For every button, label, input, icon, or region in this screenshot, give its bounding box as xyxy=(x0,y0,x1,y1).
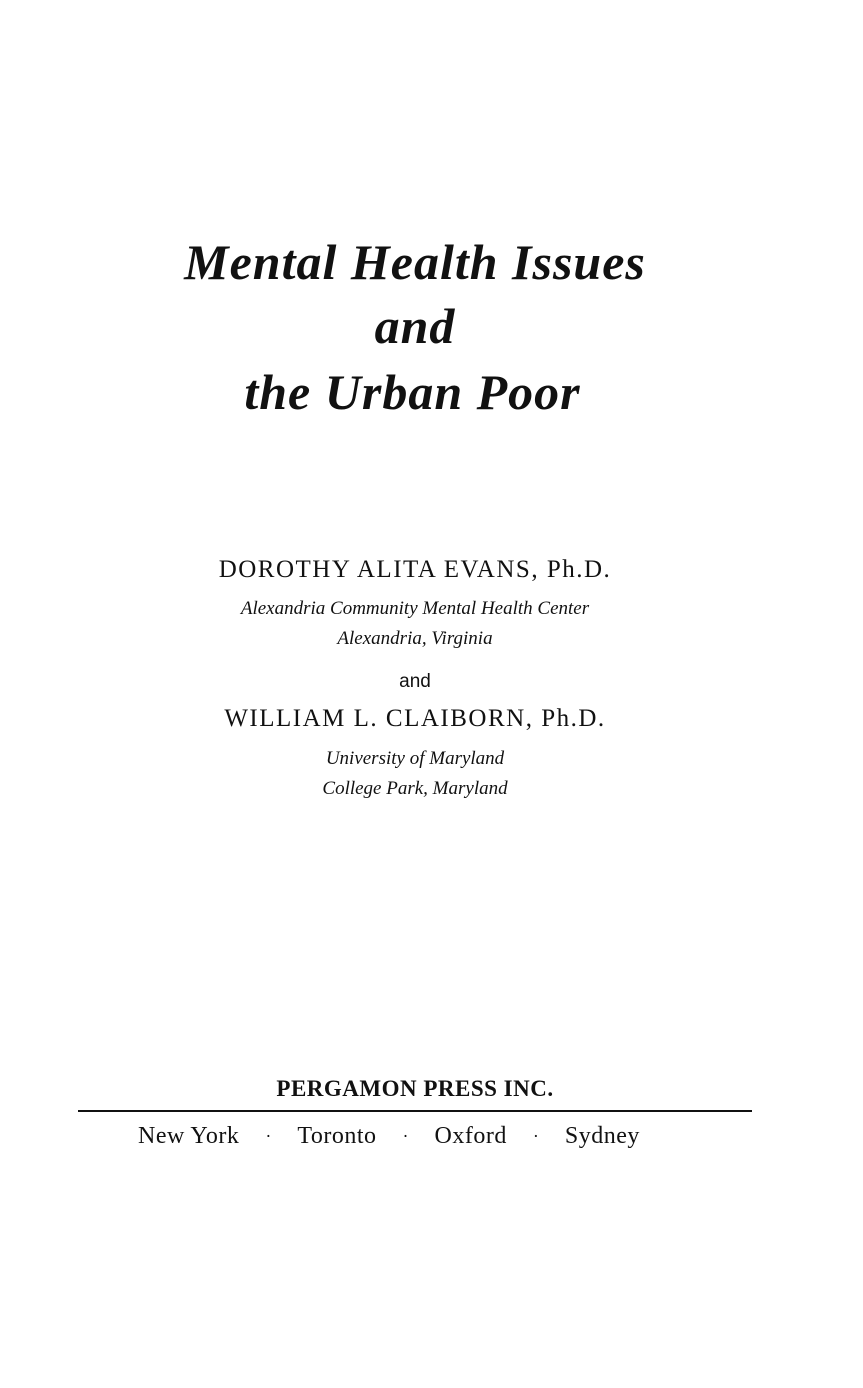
author-name-1: DOROTHY ALITA EVANS, Ph.D. xyxy=(218,556,612,583)
publisher-divider xyxy=(78,1110,752,1112)
city-separator: · xyxy=(265,1126,272,1146)
book-title-line-2: and xyxy=(374,298,456,354)
city-separator: · xyxy=(532,1126,539,1146)
city-toronto: Toronto xyxy=(297,1123,377,1149)
author-2-affiliation-line-1: University of Maryland xyxy=(325,748,505,769)
author-name-2: WILLIAM L. CLAIBORN, Ph.D. xyxy=(224,705,606,732)
book-title-line-3: the Urban Poor xyxy=(244,364,581,420)
publisher-cities xyxy=(138,1120,640,1152)
author-1-affiliation-line-2: Alexandria, Virginia xyxy=(337,628,493,649)
city-separator: · xyxy=(402,1126,409,1146)
city-new-york: New York xyxy=(138,1123,240,1149)
publisher-name: PERGAMON PRESS INC. xyxy=(276,1076,554,1101)
city-oxford: Oxford xyxy=(434,1123,507,1149)
author-2-affiliation-line-2: College Park, Maryland xyxy=(322,778,508,799)
author-conjunction: and xyxy=(399,671,431,692)
author-1-affiliation-line-1: Alexandria Community Mental Health Center xyxy=(240,598,590,619)
city-sydney: Sydney xyxy=(564,1123,640,1149)
book-title-line-1: Mental Health Issues xyxy=(184,234,646,290)
